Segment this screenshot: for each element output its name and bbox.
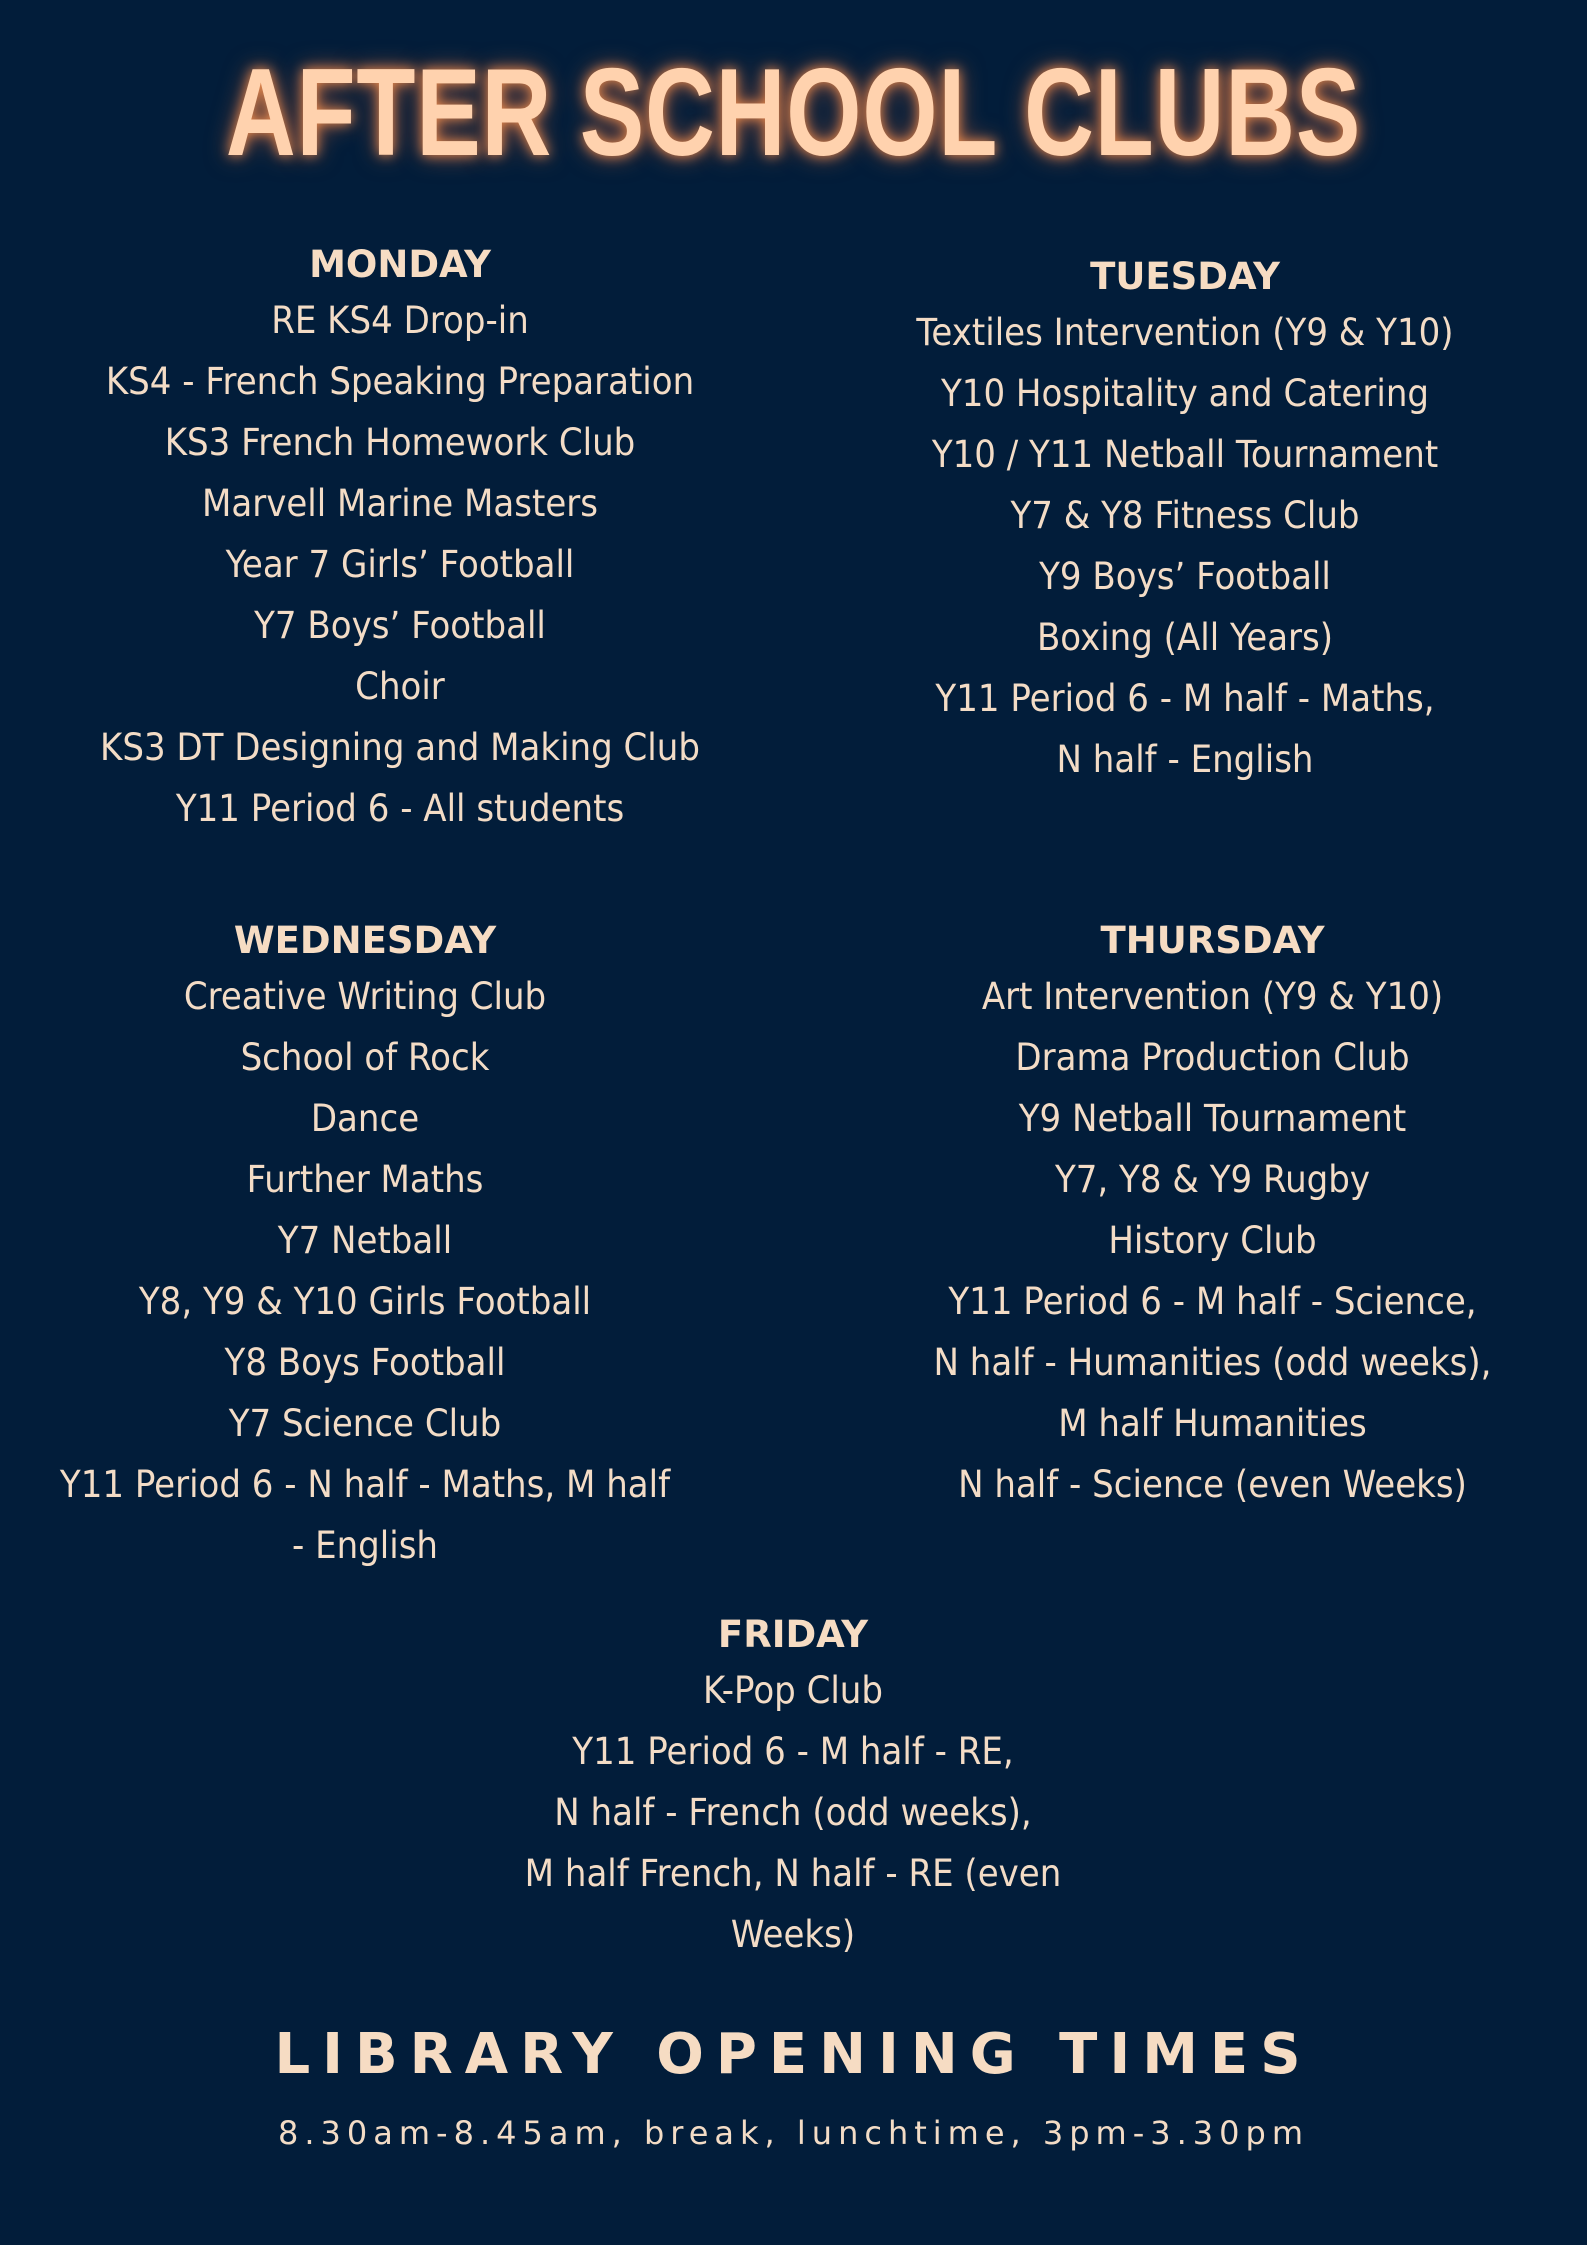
library-title: LIBRARY OPENING TIMES (274, 2022, 1313, 2087)
day-heading-thursday: THURSDAY (1100, 919, 1325, 962)
club-item: Y8 Boys Football (224, 1341, 506, 1384)
monday-section (40, 240, 760, 839)
club-list-friday (468, 1660, 1118, 1965)
club-item: History Club (1108, 1219, 1317, 1262)
club-item: Creative Writing Club (183, 975, 547, 1018)
club-item: KS3 DT Designing and Making Club (100, 726, 700, 769)
club-item: Further Maths (246, 1158, 484, 1201)
club-item: Choir (355, 665, 445, 708)
page-title: AFTER SCHOOL CLUBS (225, 44, 1362, 182)
club-item: N half - English (1056, 738, 1314, 781)
club-item: Y11 Period 6 - N half - Maths, M half (59, 1463, 671, 1506)
club-item: Y7 & Y8 Fitness Club (1010, 494, 1360, 537)
club-item: RE KS4 Drop-in (271, 299, 529, 342)
library-times: 8.30am-8.45am, break, lunchtime, 3pm-3.30pm (278, 2114, 1309, 2152)
club-item: Y8, Y9 & Y10 Girls Football (138, 1280, 592, 1323)
club-item: Y7 Science Club (228, 1402, 502, 1445)
club-item: Y9 Netball Tournament (1018, 1097, 1407, 1140)
club-item: Y7 Boys’ Football (254, 604, 546, 647)
club-item: Y11 Period 6 - M half - RE, (572, 1730, 1014, 1773)
club-item: Y10 / Y11 Netball Tournament (931, 433, 1439, 476)
club-item: Y11 Period 6 - All students (175, 787, 625, 830)
day-heading-wednesday: WEDNESDAY (233, 919, 497, 962)
club-item: Y7, Y8 & Y9 Rugby (1054, 1158, 1371, 1201)
friday-section (468, 1610, 1118, 1965)
club-item: Year 7 Girls’ Football (225, 543, 575, 586)
wednesday-section (20, 916, 710, 1576)
club-item: M half French, N half - RE (even (524, 1852, 1062, 1895)
club-item: KS4 - French Speaking Preparation (105, 360, 695, 403)
club-item: - English (291, 1524, 439, 1567)
club-item: M half Humanities (1058, 1402, 1367, 1445)
day-heading-friday: FRIDAY (717, 1613, 869, 1656)
club-item: Y9 Boys’ Football (1039, 555, 1331, 598)
day-heading-monday: MONDAY (309, 243, 491, 286)
club-item: KS3 French Homework Club (164, 421, 636, 464)
club-item: K-Pop Club (702, 1669, 884, 1712)
club-list-thursday (880, 966, 1545, 1515)
club-list-tuesday (830, 302, 1540, 790)
club-list-wednesday (20, 966, 710, 1576)
club-item: Y11 Period 6 - M half - Maths, (935, 677, 1435, 720)
tuesday-section (830, 252, 1540, 790)
thursday-section (880, 916, 1545, 1515)
club-item: Marvell Marine Masters (201, 482, 599, 525)
club-item: Weeks) (730, 1913, 856, 1956)
club-item: Y11 Period 6 - M half - Science, (948, 1280, 1477, 1323)
club-item: Drama Production Club (1015, 1036, 1410, 1079)
club-item: N half - Humanities (odd weeks), (933, 1341, 1492, 1384)
club-item: Textiles Intervention (Y9 & Y10) (916, 311, 1454, 354)
club-item: School of Rock (240, 1036, 490, 1079)
club-item: Dance (310, 1097, 420, 1140)
club-item: Y10 Hospitality and Catering (940, 372, 1430, 415)
club-item: Art Intervention (Y9 & Y10) (981, 975, 1444, 1018)
club-item: Boxing (All Years) (1036, 616, 1334, 659)
club-list-monday (40, 290, 760, 839)
club-item: N half - Science (even Weeks) (958, 1463, 1467, 1506)
club-item: Y7 Netball (277, 1219, 453, 1262)
club-item: N half - French (odd weeks), (554, 1791, 1032, 1834)
day-heading-tuesday: TUESDAY (1090, 255, 1280, 298)
